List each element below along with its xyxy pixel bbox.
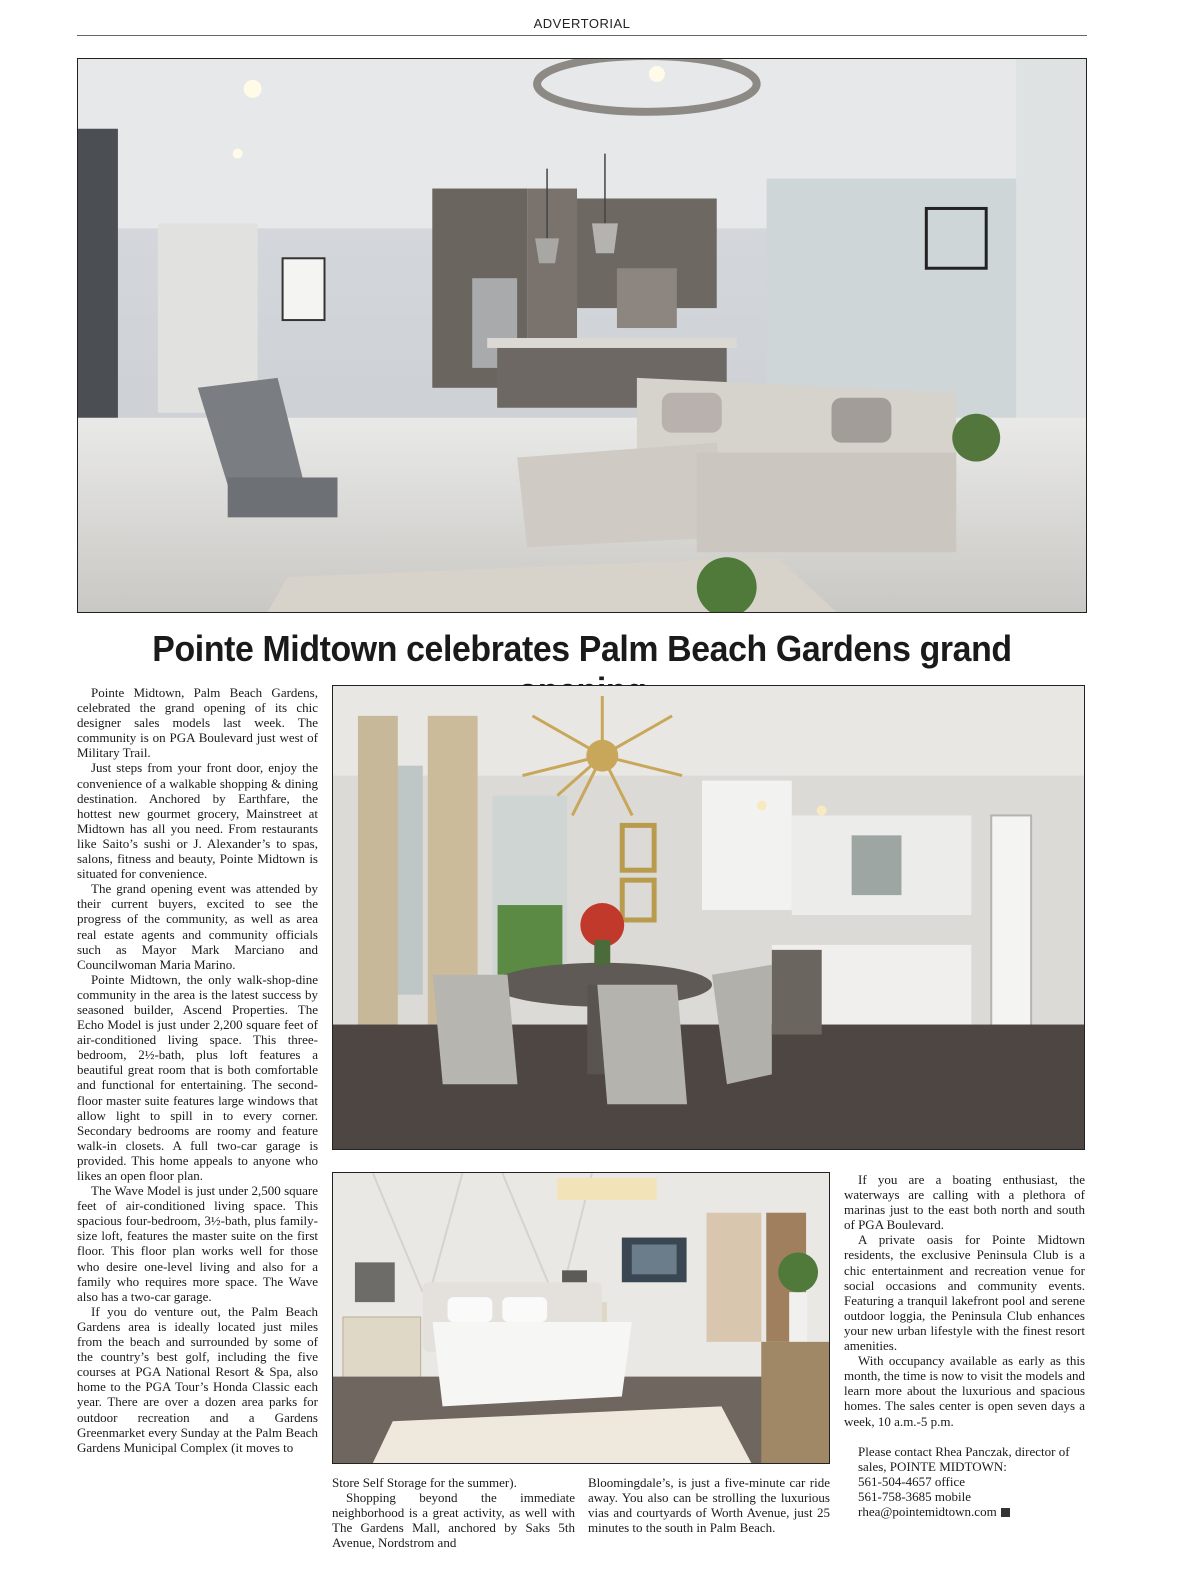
- bedroom-photo: [332, 1172, 830, 1464]
- column-3: [588, 1475, 830, 1535]
- paragraph: If you do venture out, the Palm Beach Gardens area is ideally located just miles from the beach and surrounded by some of the country’s best golf, including the five courses at PGA National Resort & Spa, also home to the PGA Tour’s Honda Classic each year. There are over a dozen area parks for outdoor recreation and a Gardens Greenmarket every Sunday at the Palm Beach Gardens Municipal Complex (it moves to: [77, 1303, 318, 1455]
- paragraph: A private oasis for Pointe Midtown residents, the exclusive Peninsula Club is a chic entertainment and recreation venue for social occasions and community events. Featuring a tranquil lakefront pool and serene outdoor loggia, the Peninsula Club enhances your new urban lifestyle with the finest resort amenities.: [844, 1232, 1085, 1354]
- end-mark-icon: [1001, 1508, 1010, 1517]
- paragraph: Store Self Storage for the summer).: [332, 1475, 517, 1490]
- contact-block: [844, 1444, 1085, 1519]
- column-2: [332, 1475, 575, 1550]
- email-address: rhea@pointemidtown.com: [858, 1503, 997, 1519]
- dining-room-photo: [332, 685, 1085, 1150]
- paragraph: Bloomingdale’s, is just a five-minute car ride away. You also can be strolling the luxurious vias and courtyards of Worth Avenue, just 25 minutes to the south in Palm Beach.: [588, 1475, 830, 1536]
- paragraph: If you are a boating enthusiast, the waterways are calling with a plethora of marinas just to the east both north and south of PGA Boulevard.: [844, 1172, 1085, 1233]
- living-room-photo: [77, 58, 1087, 613]
- contact-intro: Please contact Rhea Panczak, director of sales, POINTE MIDTOWN:: [858, 1443, 1070, 1474]
- headline: Pointe Midtown celebrates Palm Beach Gardens grand: [152, 628, 1012, 669]
- paragraph: Pointe Midtown, Palm Beach Gardens, celebrated the grand opening of its chic designer sales models last week. The community is on PGA Boulevard just west of Military Trail.: [77, 685, 318, 761]
- email-line: [844, 1504, 1085, 1519]
- paragraph: Pointe Midtown, the only walk-shop-dine community in the area is the latest success by seasoned builder, Ascend Properties. The Echo Model is just under 2,200 square feet of air-conditioned living space. This three-bedroom, 2½-bath, plus loft features a beautiful great room that is both comfortable and functional for entertaining. The second-floor master suite features large windows that allow light to spill in to every corner. Secondary bedrooms are roomy and feature walk-in closets. A full two-car garage is provided. This home appeals to anyone who likes an open floor plan.: [77, 971, 318, 1183]
- section-label: ADVERTORIAL: [533, 16, 631, 31]
- column-4: [844, 1172, 1085, 1519]
- office-phone: 561-504-4657 office: [858, 1473, 965, 1489]
- paragraph: With occupancy available as early as this month, the time is now to visit the models and learn more about the luxurious and spacious homes. The sales center is open seven days a week, 10 a.m.-5 p.m.: [844, 1353, 1085, 1429]
- paragraph: Just steps from your front door, enjoy the convenience of a walkable shopping & dining destination. Anchored by Earthfare, the hottest new gourmet grocery, Mainstreet at Midtown has all you need. From restaurants like Saito’s sushi or J. Alexander’s to spas, salons, fitness and beauty, Pointe Midtown is situated for convenience.: [77, 760, 318, 882]
- mobile-phone: 561-758-3685 mobile: [858, 1488, 972, 1504]
- paragraph: Shopping beyond the immediate neighborhood is a great activity, as well with The Gardens Mall, anchored by Saks 5th Avenue, Nordstrom and: [332, 1490, 575, 1551]
- paragraph: The grand opening event was attended by their current buyers, excited to see the progress of the community, as well as area real estate agents and community officials such as Mayor Mark Marciano and Councilwoman Maria Marino.: [77, 881, 318, 972]
- top-rule: [77, 35, 1087, 36]
- paragraph: The Wave Model is just under 2,500 square feet of air-conditioned living space. This spacious four-bedroom, 3½-bath, plus family-size loft, features the master suite on the first floor. This floor plan works well for those who desire one-level living and also for a family who requires more space. The Wave also has a two-car garage.: [77, 1183, 318, 1304]
- column-1: [77, 685, 318, 1455]
